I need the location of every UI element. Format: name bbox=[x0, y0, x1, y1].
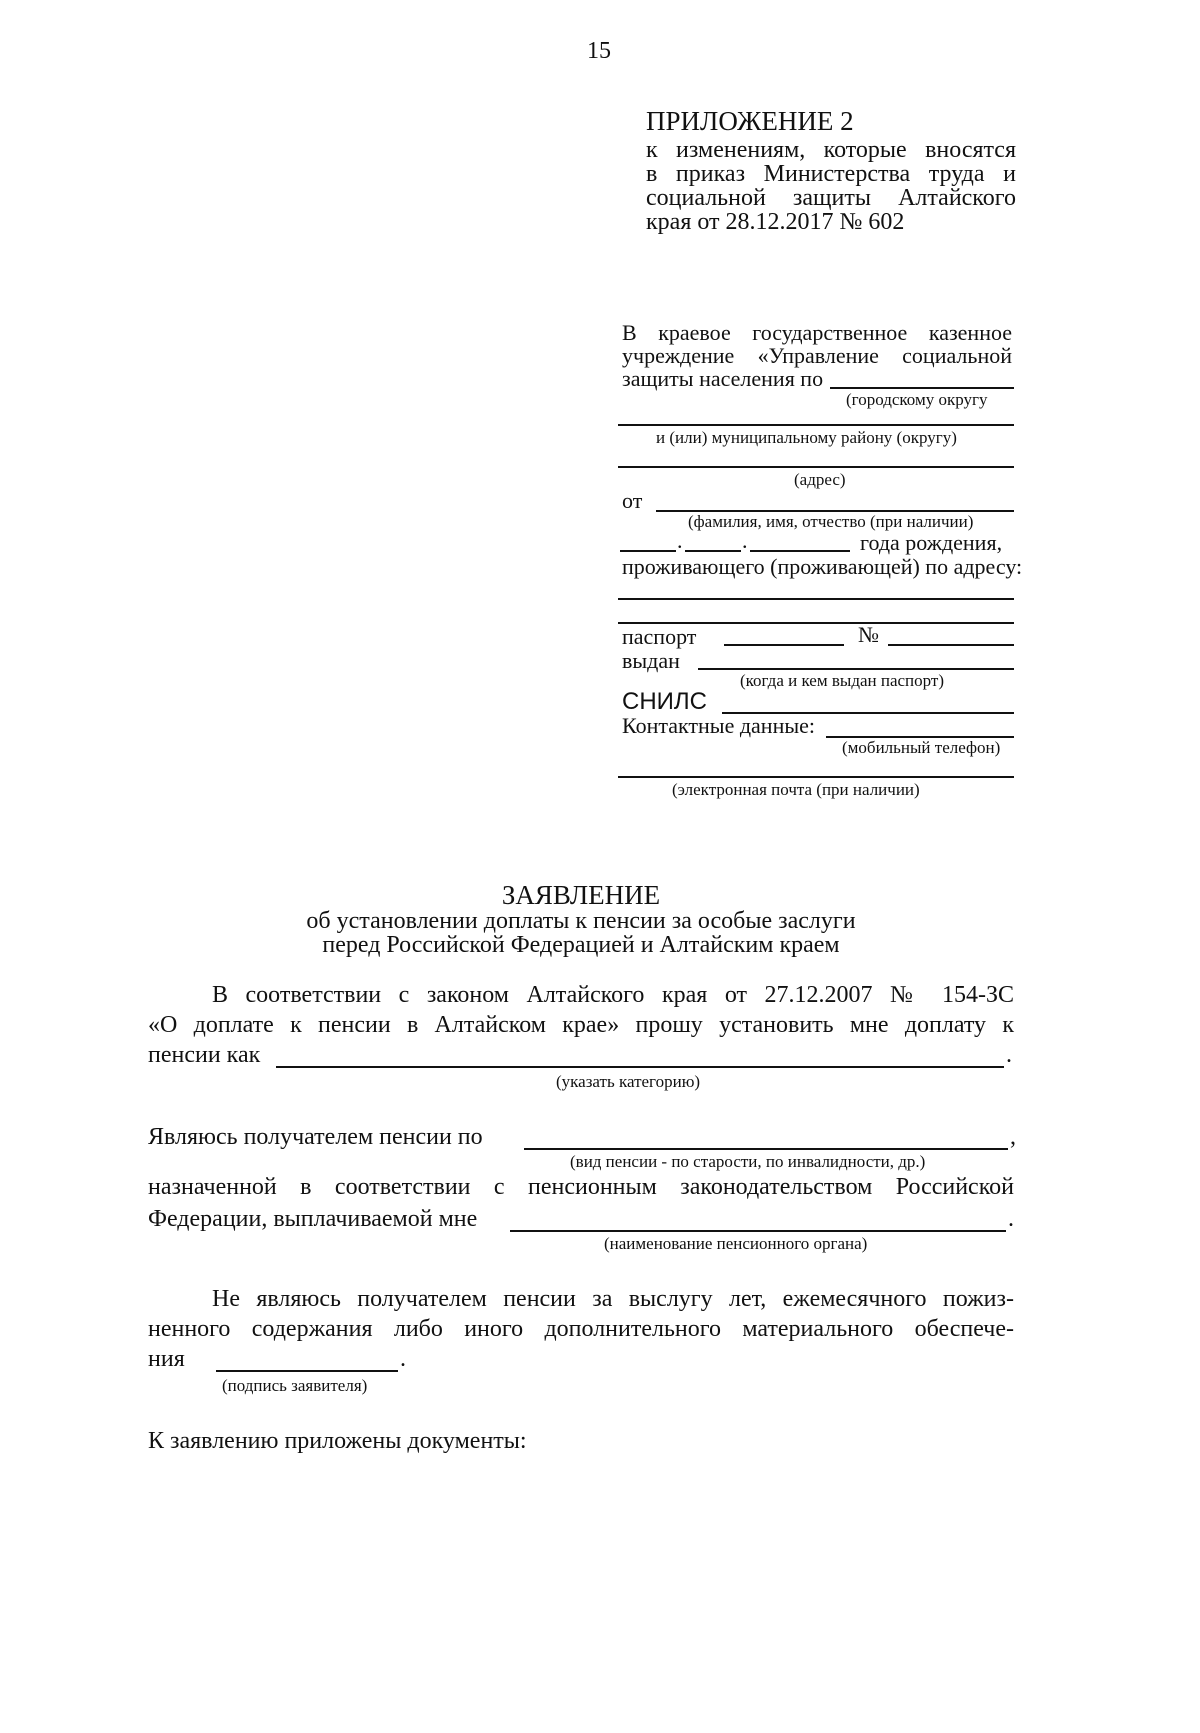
caption-pension-type: (вид пенсии - по старости, по инвалидности, др.) bbox=[570, 1152, 926, 1171]
pension-org-field[interactable] bbox=[510, 1230, 1006, 1232]
residence-field-1[interactable] bbox=[618, 598, 1014, 600]
paragraph-1-line-3: пенсии как bbox=[148, 1042, 261, 1068]
attached-documents-label: К заявлению приложены документы: bbox=[148, 1428, 527, 1454]
signature-field[interactable] bbox=[216, 1370, 398, 1372]
paragraph-3-line-2: ненного содержания либо иного дополнительного материального обеспече- bbox=[148, 1316, 1014, 1342]
email-field[interactable] bbox=[618, 776, 1014, 778]
appendix-line-3: социальной защиты Алтайского bbox=[646, 185, 1016, 211]
page-number: 15 bbox=[587, 38, 611, 64]
passport-series-field[interactable] bbox=[724, 644, 844, 646]
addressee-line-1: В краевое государственное казенное bbox=[622, 320, 1012, 345]
caption-phone: (мобильный телефон) bbox=[842, 738, 1001, 757]
paragraph-1-line-1: В соответствии с законом Алтайского края от 27.12.2007 № 154-ЗС bbox=[212, 982, 1014, 1008]
caption-pension-org: (наименование пенсионного органа) bbox=[604, 1234, 868, 1253]
issued-field[interactable] bbox=[698, 668, 1014, 670]
paragraph-2-end: . bbox=[1008, 1206, 1014, 1232]
caption-fio: (фамилия, имя, отчество (при наличии) bbox=[688, 512, 974, 531]
paragraph-3-line-1: Не являюсь получателем пенсии за выслугу лет, ежемесячного пожиз- bbox=[212, 1286, 1014, 1312]
address-field[interactable] bbox=[618, 466, 1014, 468]
snils-label: СНИЛС bbox=[622, 688, 707, 715]
appendix-title: ПРИЛОЖЕНИЕ 2 bbox=[646, 106, 854, 136]
paragraph-3-line-3: ния bbox=[148, 1346, 185, 1372]
appendix-line-2: в приказ Министерства труда и bbox=[646, 161, 1016, 187]
paragraph-1-line-2: «О доплате к пенсии в Алтайском крае» прошу установить мне доплату к bbox=[148, 1012, 1014, 1038]
residing-label: проживающего (проживающей) по адресу: bbox=[622, 554, 1023, 579]
city-field[interactable] bbox=[830, 387, 1014, 389]
paragraph-2-line-3: Федерации, выплачиваемой мне bbox=[148, 1206, 478, 1232]
passport-number-field[interactable] bbox=[888, 644, 1014, 646]
caption-city: (городскому округу bbox=[846, 390, 988, 409]
caption-address: (адрес) bbox=[794, 470, 846, 489]
caption-district: и (или) муниципальному району (округу) bbox=[656, 428, 957, 447]
district-field[interactable] bbox=[618, 424, 1014, 426]
appendix-line-4: края от 28.12.2017 № 602 bbox=[646, 209, 905, 235]
contacts-label: Контактные данные: bbox=[622, 713, 815, 738]
caption-issued: (когда и кем выдан паспорт) bbox=[740, 671, 945, 690]
pension-type-field[interactable] bbox=[524, 1148, 1008, 1150]
statement-subtitle-1: об установлении доплаты к пенсии за особые заслуги bbox=[306, 908, 856, 934]
birth-dot-2: . bbox=[742, 528, 748, 553]
paragraph-1-end: . bbox=[1006, 1042, 1012, 1068]
appendix-line-1: к изменениям, которые вносятся bbox=[646, 137, 1016, 163]
paragraph-3-end: . bbox=[400, 1346, 406, 1372]
passport-number-sign: № bbox=[858, 622, 879, 647]
from-label: от bbox=[622, 488, 643, 513]
paragraph-2-line-2: назначенной в соответствии с пенсионным законодательством Российской bbox=[148, 1174, 1014, 1200]
statement-title: ЗАЯВЛЕНИЕ bbox=[501, 880, 661, 910]
addressee-line-3: защиты населения по bbox=[622, 366, 824, 391]
paragraph-2-comma: , bbox=[1010, 1124, 1016, 1150]
addressee-line-2: учреждение «Управление социальной bbox=[622, 343, 1012, 368]
birth-day-field[interactable] bbox=[620, 550, 676, 552]
category-field[interactable] bbox=[276, 1066, 1004, 1068]
birth-year-field[interactable] bbox=[750, 550, 850, 552]
caption-category: (указать категорию) bbox=[556, 1072, 701, 1091]
birth-dot-1: . bbox=[677, 528, 683, 553]
caption-email: (электронная почта (при наличии) bbox=[672, 780, 920, 799]
paragraph-2-line-1: Являюсь получателем пенсии по bbox=[148, 1124, 483, 1150]
statement-subtitle-2: перед Российской Федерацией и Алтайским краем bbox=[322, 932, 840, 958]
birth-month-field[interactable] bbox=[685, 550, 741, 552]
issued-label: выдан bbox=[622, 648, 680, 673]
caption-signature: (подпись заявителя) bbox=[222, 1376, 368, 1395]
passport-label: паспорт bbox=[622, 624, 697, 649]
birth-year-label: года рождения, bbox=[860, 530, 1003, 555]
